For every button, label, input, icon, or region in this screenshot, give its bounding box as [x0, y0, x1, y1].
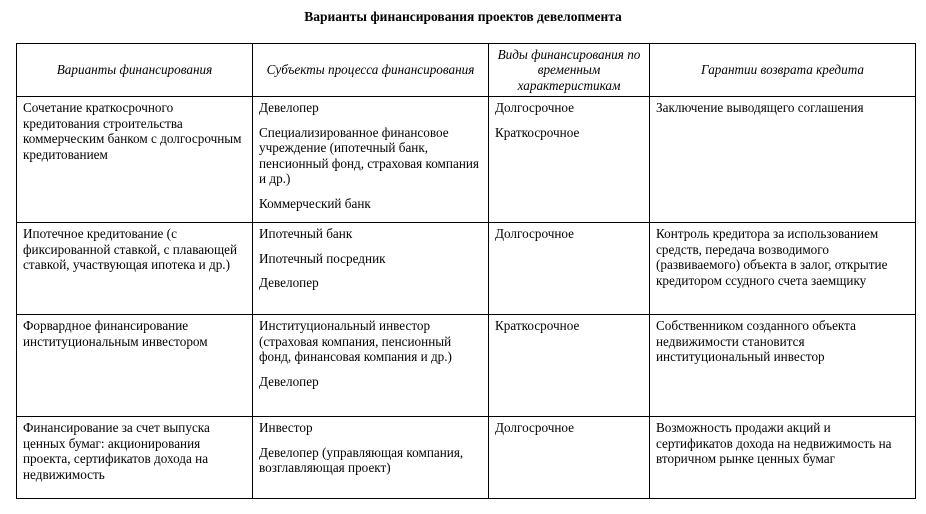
- subject-item: Ипотечный банк: [259, 226, 353, 241]
- table-row: [17, 97, 916, 223]
- header-subjects: Субъекты процесса финансирования: [253, 44, 489, 97]
- subjects-cell: [253, 223, 489, 315]
- guarantee-cell: Контроль кредитора за использованием средств, передача возводимого (развиваемого) объекта в залог, открытие кредитором ссудного счета заемщику: [650, 223, 916, 315]
- table-row: [17, 417, 916, 499]
- types-cell: [489, 223, 650, 315]
- type-item: Краткосрочное: [495, 318, 580, 333]
- guarantee-cell: Возможность продажи акций и сертификатов дохода на недвижимость на вторичном рынке ценных бумаг: [650, 417, 916, 499]
- guarantee-cell: Заключение выводящего соглашения: [650, 97, 916, 223]
- type-item: Долгосрочное: [495, 420, 574, 435]
- header-guarantees: Гарантии возврата кредита: [650, 44, 916, 97]
- header-variants: Варианты финансирования: [17, 44, 253, 97]
- type-item: Долгосрочное: [495, 100, 574, 115]
- table-row: [17, 223, 916, 315]
- variant-cell: Сочетание краткосрочного кредитования строительства коммерческим банком с долгосрочным кредитованием: [17, 97, 253, 223]
- table-row: [17, 315, 916, 417]
- financing-table: [16, 43, 916, 499]
- subjects-cell: [253, 97, 489, 223]
- subject-item: Девелопер (управляющая компания, возглавляющая проект): [259, 444, 464, 476]
- variant-cell: Ипотечное кредитование (с фиксированной ставкой, с плавающей ставкой, участвующая ипотека и др.): [17, 223, 253, 315]
- types-cell: [489, 315, 650, 417]
- subject-item: Инвестор: [259, 420, 313, 435]
- table-header-row: [17, 44, 916, 97]
- type-item: Долгосрочное: [495, 226, 574, 241]
- subjects-cell: [253, 315, 489, 417]
- subject-item: Девелопер: [259, 275, 319, 291]
- types-cell: [489, 97, 650, 223]
- type-item: Краткосрочное: [495, 124, 580, 140]
- variant-cell: Финансирование за счет выпуска ценных бумаг: акционирования проекта, сертификатов дохода на недвижимость: [17, 417, 253, 499]
- subjects-cell: [253, 417, 489, 499]
- types-cell: [489, 417, 650, 499]
- subject-item: Девелопер: [259, 100, 319, 115]
- subject-item: Коммерческий банк: [259, 195, 371, 211]
- subject-item: Специализированное финансовое учреждение (ипотечный банк, пенсионный фонд, страховая компания и др.): [259, 124, 479, 187]
- variant-cell: Форвардное финансирование институциональным инвестором: [17, 315, 253, 417]
- subject-item: Девелопер: [259, 373, 319, 389]
- subject-item: Ипотечный посредник: [259, 250, 386, 266]
- guarantee-cell: Собственником созданного объекта недвижимости становится институциональный инвестор: [650, 315, 916, 417]
- subject-item: Институциональный инвестор (страховая компания, пенсионный фонд, финансовая компания и др.): [259, 318, 452, 365]
- header-types: Виды финансирования по временным характеристикам: [489, 44, 650, 97]
- document-title: Варианты финансирования проектов девелопмента: [304, 9, 622, 24]
